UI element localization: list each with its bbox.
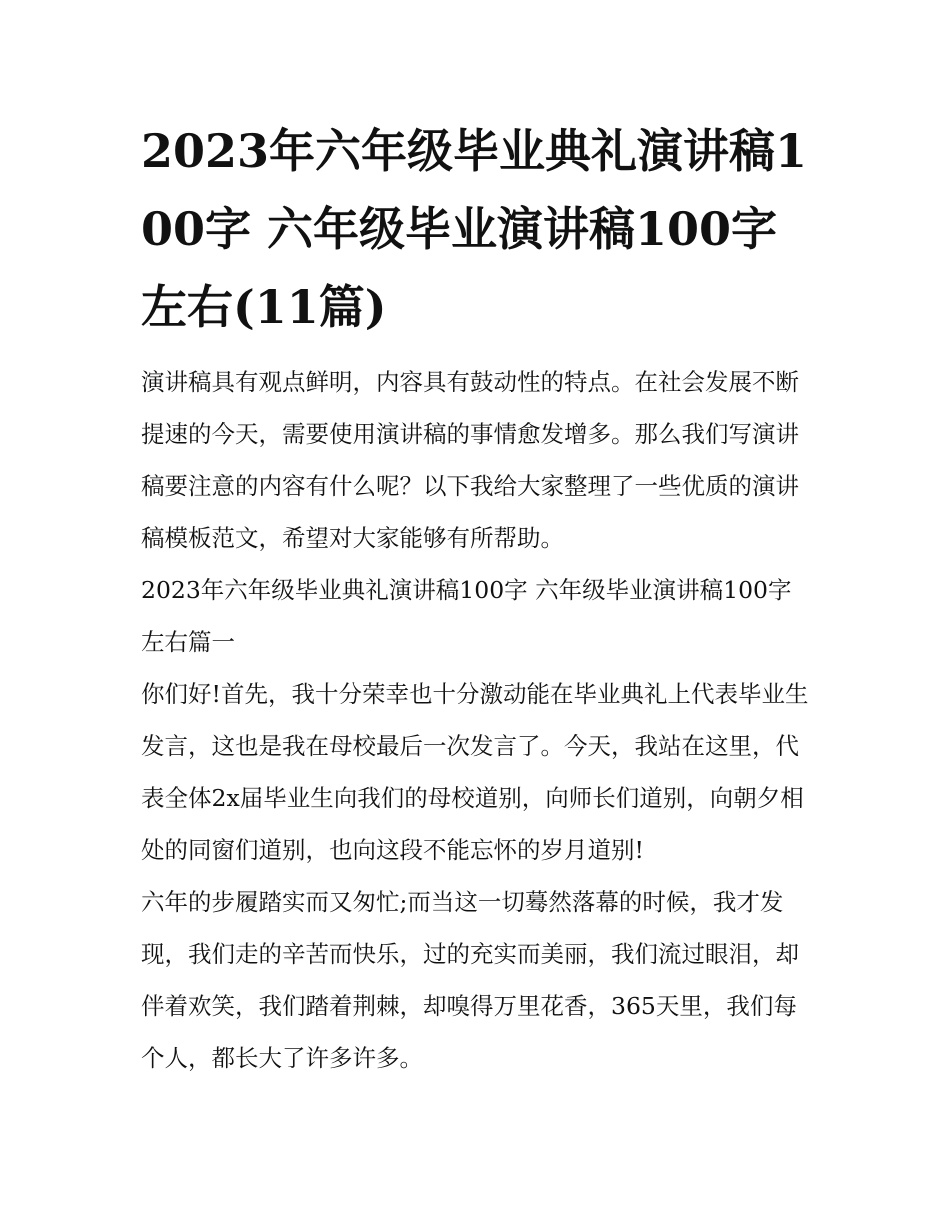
intro-paragraph: 演讲稿具有观点鲜明，内容具有鼓动性的特点。在社会发展不断提速的今天，需要使用演讲稿的事情愈发增多。那么我们写演讲稿要注意的内容有什么呢？以下我给大家整理了一些优质的演讲稿模板范文，希望对大家能够有所帮助。 [141,368,799,552]
document-page [141,112,813,1084]
body-paragraph: 六年的步履踏实而又匆忙;而当这一切蓦然落幕的时候，我才发现，我们走的辛苦而快乐，过的充实而美丽，我们流过眼泪，却伴着欢笑，我们踏着荆棘，却嗅得万里花香，365天里，我们每个人，都长大了许多许多。 [141,888,799,1072]
section-heading: 2023年六年级毕业典礼演讲稿100字 六年级毕业演讲稿100字左右篇一 [141,576,792,656]
body-paragraph: 你们好!首先，我十分荣幸也十分激动能在毕业典礼上代表毕业生发言，这也是我在母校最后一次发言了。今天，我站在这里，代表全体2x届毕业生向我们的母校道别，向师长们道别，向朝夕相处的同窗们道别，也向这段不能忘怀的岁月道别! [141,680,809,864]
document-title: 2023年六年级毕业典礼演讲稿100字 六年级毕业演讲稿100字左右(11篇) [141,124,808,334]
document-body [141,356,813,1084]
